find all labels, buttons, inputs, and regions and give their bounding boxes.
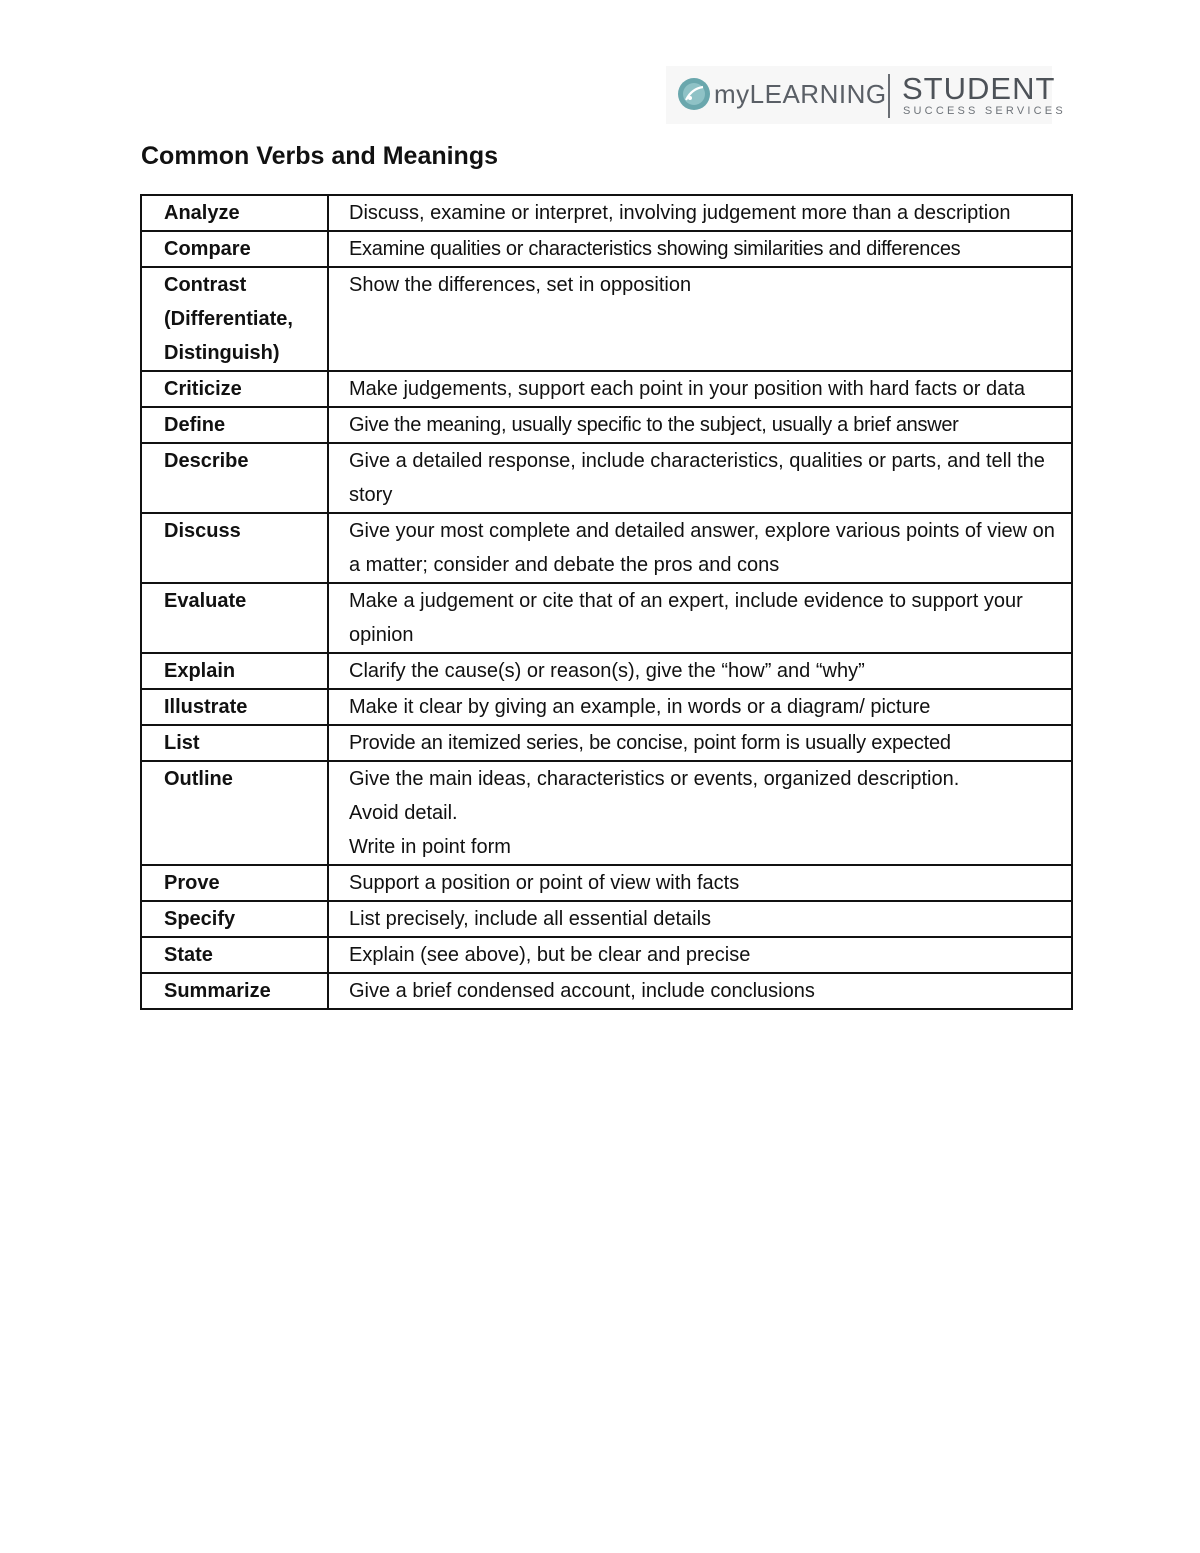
verb-term: Prove [141,865,328,901]
verb-definition: Make a judgement or cite that of an expert, include evidence to support your opinion [328,583,1072,653]
table-row [141,231,1072,267]
table-row [141,973,1072,1009]
verb-term: Compare [141,231,328,267]
logo-brand: myLEARNING [714,79,887,109]
logo-subtitle: SUCCESS SERVICES [903,105,1066,117]
page-title: Common Verbs and Meanings [141,142,499,170]
verb-definition: Make it clear by giving an example, in words or a diagram/ picture [328,689,1072,725]
verb-definition: Clarify the cause(s) or reason(s), give the “how” and “why” [328,653,1072,689]
table-row [141,267,1072,371]
verb-term: Describe [141,443,328,513]
table-row [141,653,1072,689]
table-row [141,583,1072,653]
verb-definition: Give a brief condensed account, include conclusions [328,973,1072,1009]
verb-definition: Give a detailed response, include characteristics, qualities or parts, and tell the story [328,443,1072,513]
verb-term: Illustrate [141,689,328,725]
logo-divider [888,74,890,118]
table-row [141,761,1072,865]
verbs-table [140,194,1073,1010]
verb-term: Contrast (Differentiate, Distinguish) [141,267,328,371]
verb-definition: Discuss, examine or interpret, involving judgement more than a description [328,195,1072,231]
verb-definition: Give the meaning, usually specific to the subject, usually a brief answer [328,407,1072,443]
logo-unit: STUDENT [902,71,1056,106]
verb-definition: Provide an itemized series, be concise, point form is usually expected [328,725,1072,761]
table-row [141,937,1072,973]
verb-definition: List precisely, include all essential details [328,901,1072,937]
verb-definition: Explain (see above), but be clear and precise [328,937,1072,973]
verb-definition: Make judgements, support each point in your position with hard facts or data [328,371,1072,407]
verb-definition: Show the differences, set in opposition [328,267,1072,371]
table-row [141,901,1072,937]
definition-line: Give the main ideas, characteristics or events, organized description. [349,768,960,790]
verb-term: State [141,937,328,973]
logo [666,66,1066,124]
verb-term: Discuss [141,513,328,583]
verb-term: Specify [141,901,328,937]
verb-definition: Give your most complete and detailed answer, explore various points of view on a matter; consider and debate the pros and cons [328,513,1072,583]
table-row [141,407,1072,443]
verb-term: Criticize [141,371,328,407]
table-row [141,689,1072,725]
logo-circle-icon [676,76,712,112]
definition-line: Avoid detail. [349,802,458,824]
verb-term: List [141,725,328,761]
table-row [141,725,1072,761]
verb-term: Analyze [141,195,328,231]
verb-definition: Support a position or point of view with facts [328,865,1072,901]
verb-term: Evaluate [141,583,328,653]
verb-definition [328,761,1072,865]
verb-term: Outline [141,761,328,865]
verb-term: Define [141,407,328,443]
definition-line: Write in point form [349,836,511,858]
verb-term: Summarize [141,973,328,1009]
table-row [141,371,1072,407]
table-row [141,865,1072,901]
table-row [141,195,1072,231]
verb-term: Explain [141,653,328,689]
verb-definition: Examine qualities or characteristics showing similarities and differences [328,231,1072,267]
table-row [141,513,1072,583]
table-row [141,443,1072,513]
